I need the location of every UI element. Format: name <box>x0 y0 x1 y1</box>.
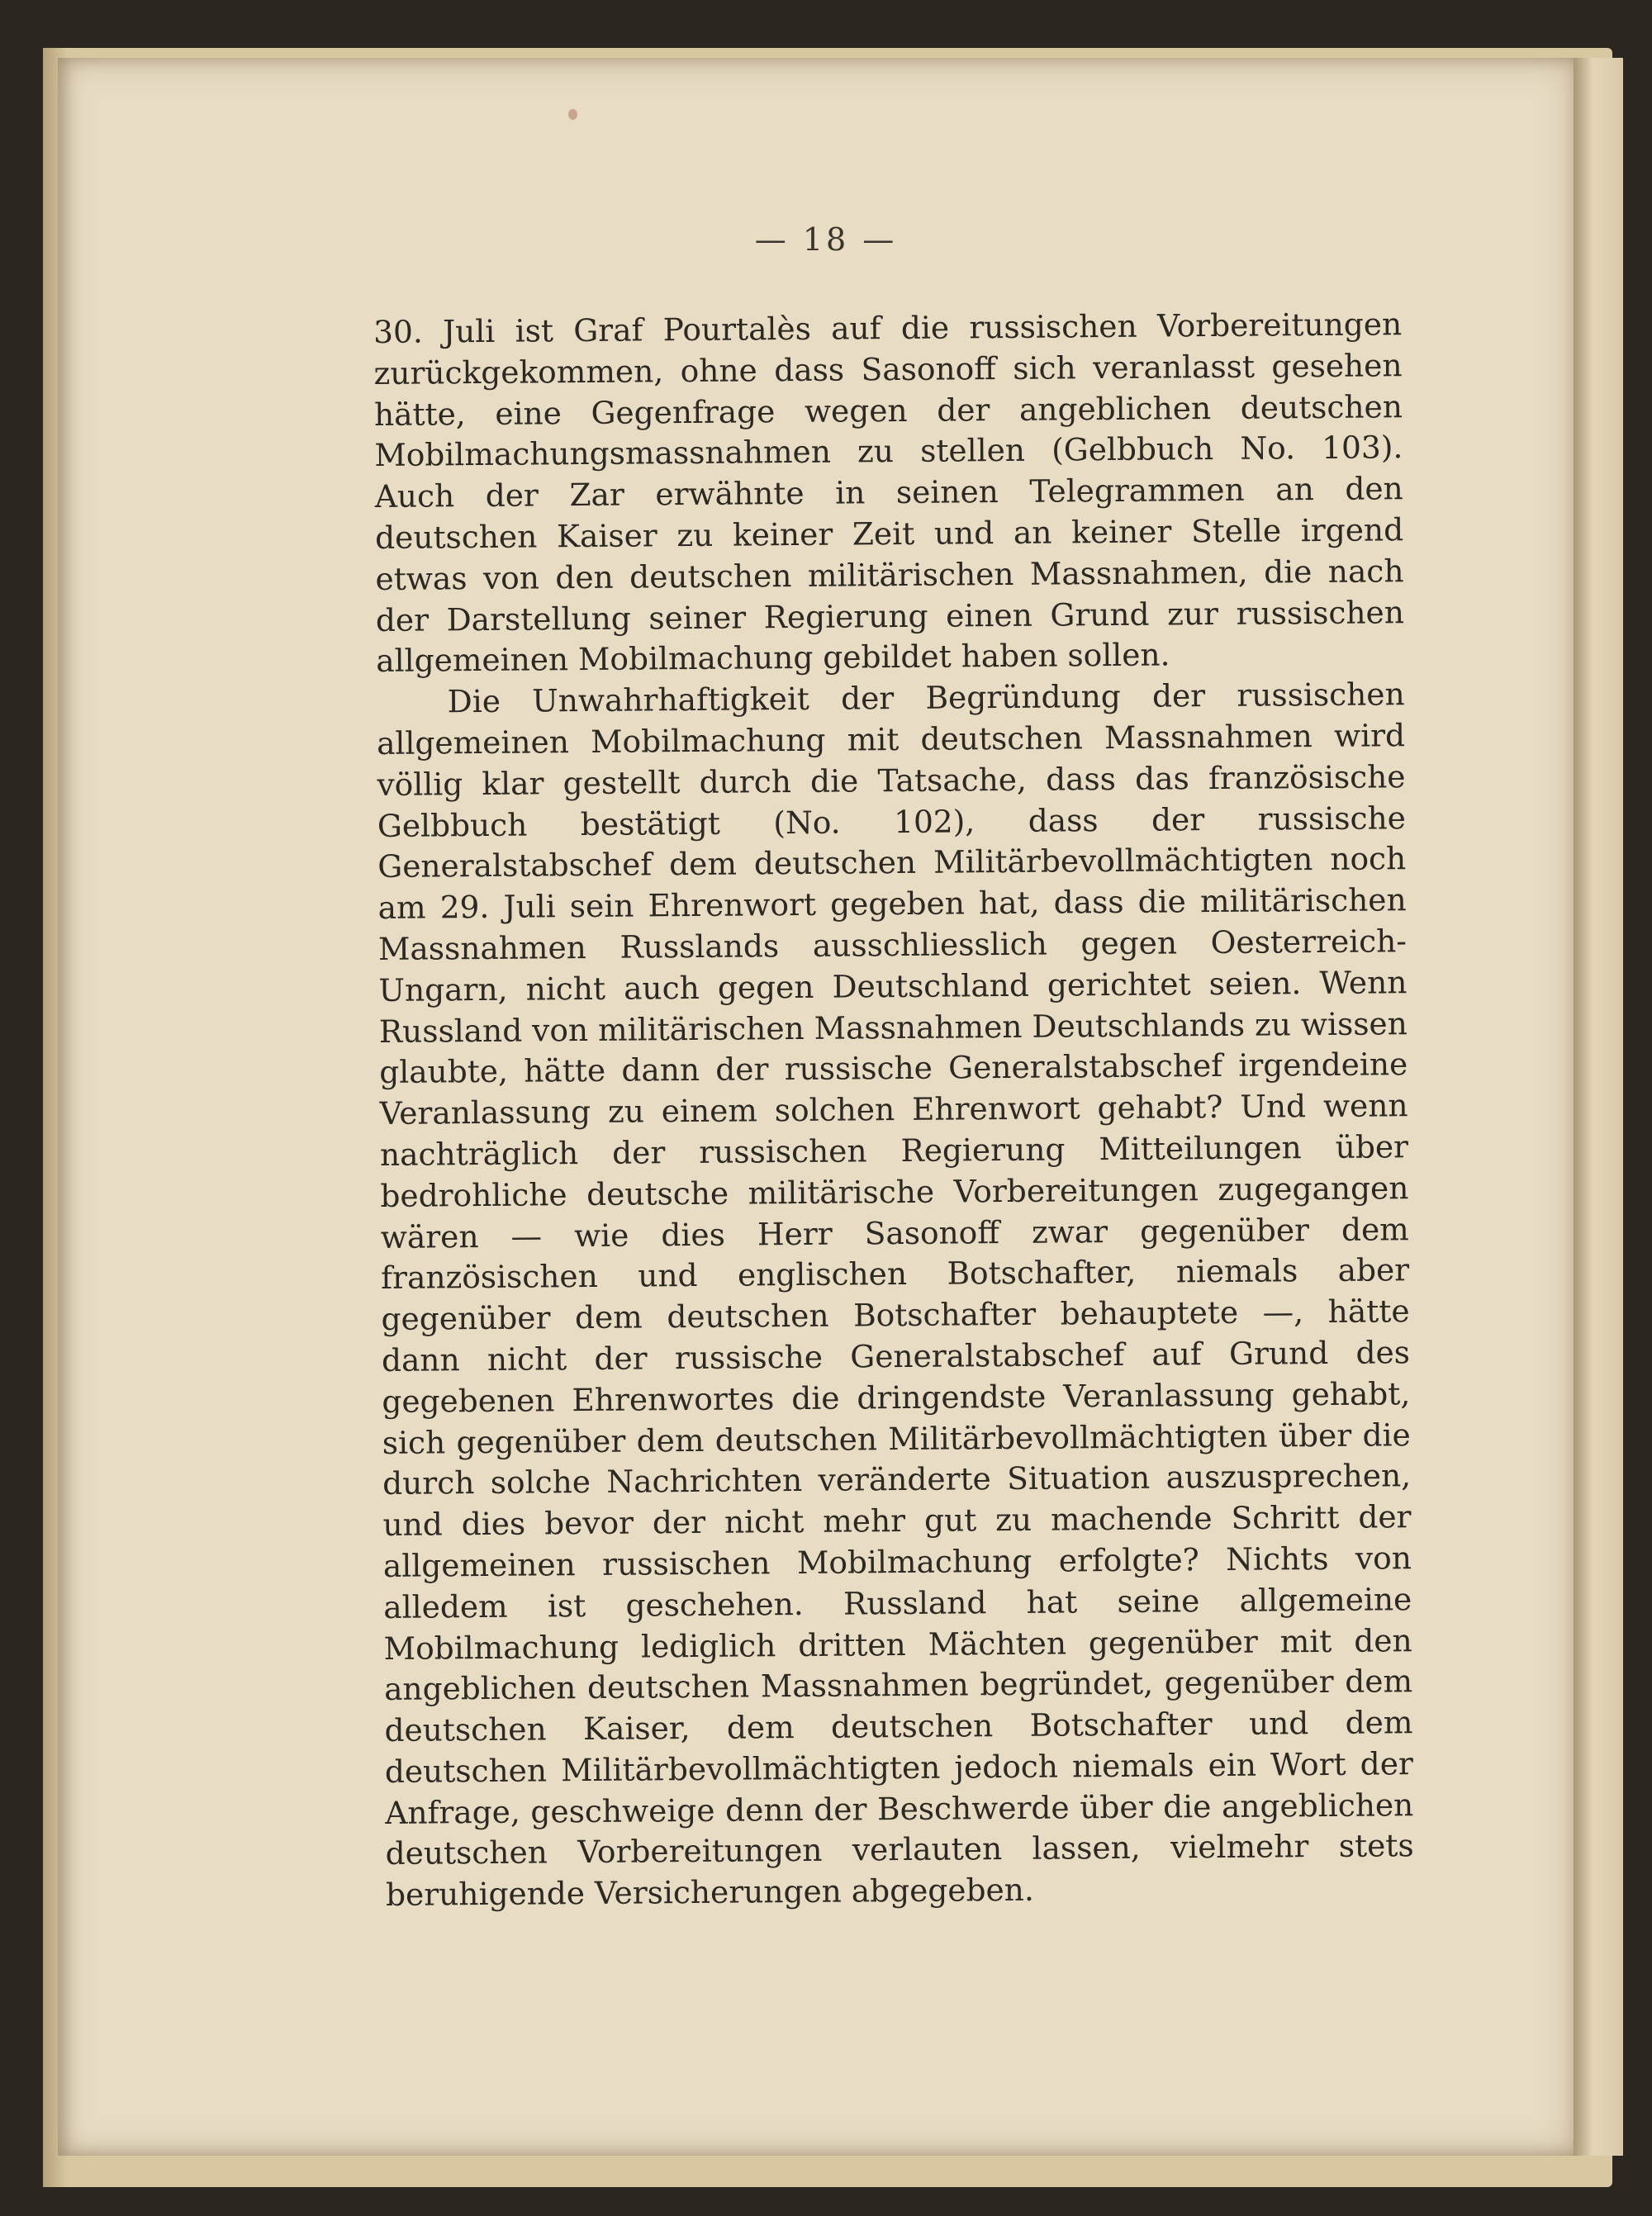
body-text <box>373 304 1414 1916</box>
book-gutter <box>1574 58 1623 2156</box>
paragraph-2: Die Unwahrhaftigkeit der Begründung der russischen allgemeinen Mobilmachung mit deutschen Massnahmen wird völlig klar gestellt durch die Tatsache, dass das französische Gelbbuch bestätigt (No. 102), dass der russische Generalstabschef dem deutschen Militärbevollmächtigten noch am 29. Juli sein Ehrenwort gegeben hat, dass die militärischen Massnahmen Russlands ausschliesslich gegen Oesterreich-Ungarn, nicht auch gegen Deutschland gerichtet seien. Wenn Russland von militärischen Massnahmen Deutschlands zu wissen glaubte, hätte dann der russische Generalstabschef irgendeine Veranlassung zu einem solchen Ehrenwort gehabt? Und wenn nachträglich der russischen Regierung Mitteilungen über bedrohliche deutsche militärische Vorbereitungen zugegangen wären — wie dies Herr Sasonoff zwar gegenüber dem französischen und englischen Botschafter, niemals aber gegenüber dem deutschen Botschafter behauptete —, hätte dann nicht der russische Generalstabschef auf Grund des gegebenen Ehrenwortes die dringendste Veranlassung gehabt, sich gegenüber dem deutschen Militärbevollmächtigten über die durch solche Nachrichten veränderte Situation auszusprechen, und dies bevor der nicht mehr gut zu machende Schritt der allgemeinen russischen Mobilmachung erfolgte? Nichts von alledem ist geschehen. Russland hat seine allgemeine Mobilmachung lediglich dritten Mächten gegenüber mit den angeblichen deutschen Massnahmen begründet, gegenüber dem deutschen Kaiser, dem deutschen Botschafter und dem deutschen Militärbevollmächtigten jedoch niemals ein Wort der Anfrage, geschweige denn der Beschwerde über die angeblichen deutschen Vorbereitungen verlauten lassen, vielmehr stets beruhigende Versicherungen abgegeben. <box>376 676 1414 1914</box>
page-number: — 18 — <box>754 221 898 258</box>
paragraph-1: 30. Juli ist Graf Pourtalès auf die russischen Vorbereitungen zurückgekommen, ohne dass Sasonoff sich veranlasst gesehen hätte, eine Gegenfrage wegen der angeblichen deutschen Mobilmachungsmassnahmen zu stellen (Gelbbuch No. 103). Auch der Zar erwähnte in seinen Telegrammen an den deutschen Kaiser zu keiner Zeit und an keiner Stelle irgend etwas von den deutschen militärischen Massnahmen, die nach der Darstellung seiner Regierung einen Grund zur russischen allgemeinen Mobilmachung gebildet haben sollen. <box>373 306 1405 680</box>
paper-stain <box>568 109 577 120</box>
